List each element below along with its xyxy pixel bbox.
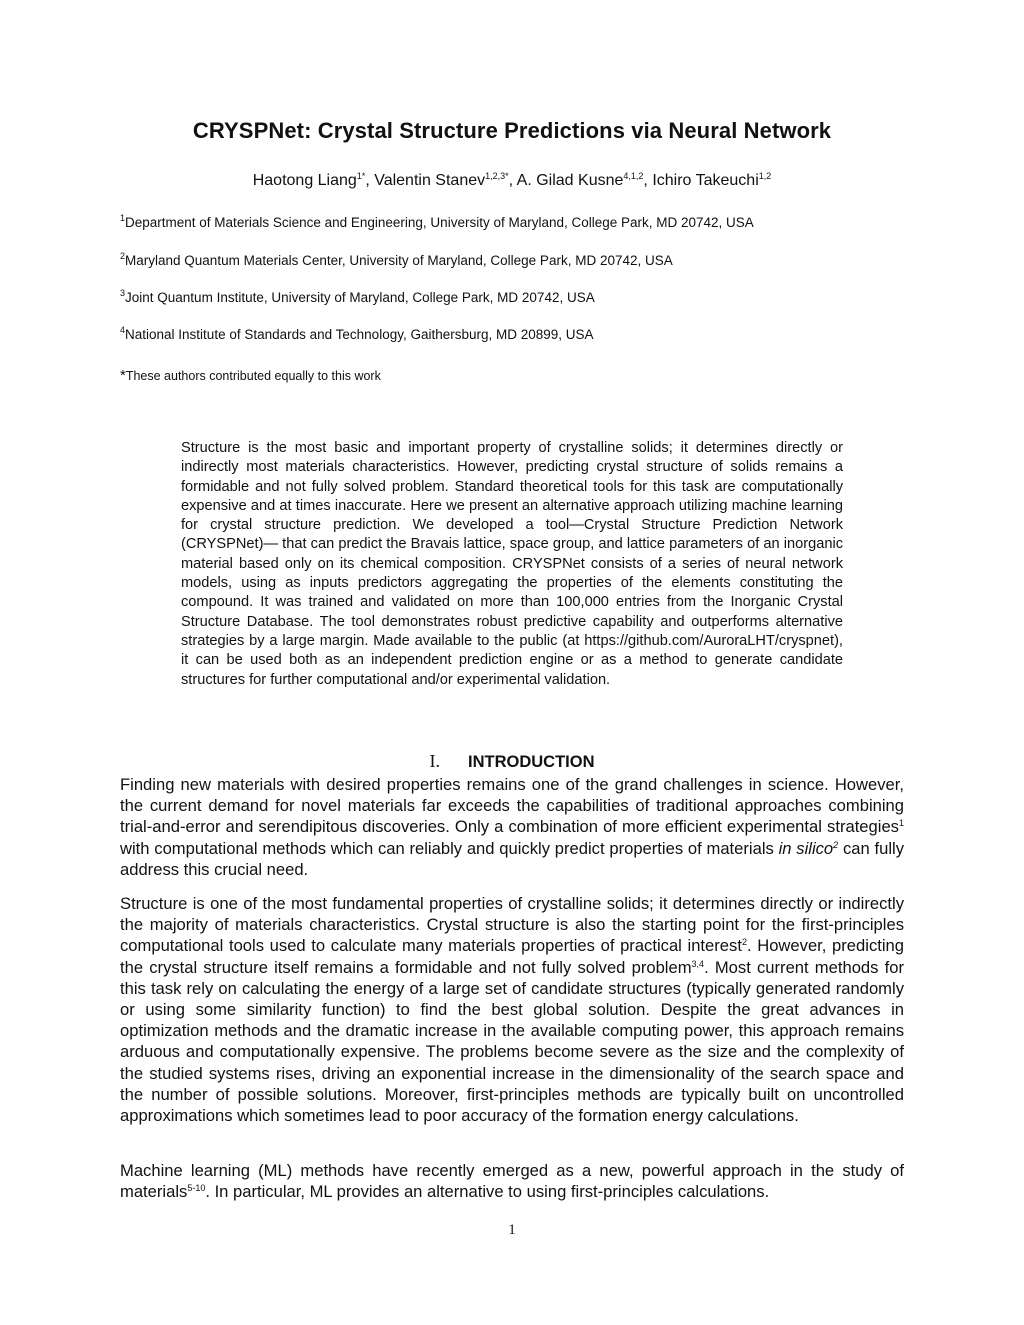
author-affiliation-marker: 1,2 [758, 171, 772, 181]
text-run: Structure is one of the most fundamental properties of crystalline solids; it determines directly or indirectly the majority of materials characteristics. Crystal structure is also the starting point for the first-principles computational tools used to calculate many materials properties of practical interest [120, 894, 904, 956]
section-number: I. [429, 751, 440, 771]
author-name: Valentin Stanev [374, 172, 486, 189]
affiliation [120, 327, 594, 342]
page-number: 1 [508, 1222, 516, 1238]
affiliation-marker: 3 [120, 288, 126, 298]
abstract: Structure is the most basic and important property of crystalline solids; it determines directly or indirectly most materials characteristics. However, predicting crystal structure of solids remains a formidable and not fully solved problem. Standard theoretical tools for this task are computationally expensive and at times inaccurate. Here we present an alternative approach utilizing machine learning for crystal structure prediction. We developed a tool—Crystal Structure Prediction Network (CRYSPNet)— that can predict the Bravais lattice, space group, and lattice parameters of an inorganic material based only on its chemical composition. CRYSPNet consists of a series of neural network models, using as inputs predictors aggregating the properties of the elements constituting the compound. It was trained and validated on more than 100,000 entries from the Inorganic Crystal Structure Database. The tool demonstrates robust predictive capability and outperforms alternative strategies by a large margin. Made available to the public (at https://github.com/AuroraLHT/cryspnet), it can be used both as an independent prediction engine or as a method to generate candidate structures for further computational and/or experimental validation. [181, 440, 843, 688]
text-run: . In particular, ML provides an alternative to using first-principles calculations. [205, 1182, 770, 1202]
text-run: Finding new materials with desired properties remains one of the grand challenges in science. However, the current demand for novel materials far exceeds the capabilities of traditional approaches combining trial-and-error and serendipitous discoveries. Only a combination of more efficient experimental strategies [120, 775, 904, 837]
author-name: A. Gilad Kusne [516, 172, 624, 189]
affiliation-marker: 1 [120, 213, 126, 223]
note-text: These authors contributed equally to this work [125, 369, 381, 383]
citation-marker: 5-10 [187, 1183, 206, 1194]
affiliation-text: National Institute of Standards and Technology, Gaithersburg, MD 20899, USA [125, 327, 594, 342]
author-name: Ichiro Takeuchi [652, 172, 759, 189]
intro-paragraph-1 [120, 774, 904, 880]
affiliation [120, 215, 754, 230]
affiliation-marker: 2 [120, 251, 126, 261]
text-run: Machine learning (ML) methods have recently emerged as a new, powerful approach in the study of materials [120, 1161, 904, 1202]
asterisk-marker: * [120, 367, 126, 384]
author-list: Haotong Liang$^{1*}$, Valentin Stanev$^{1,2,3*}$, A. Gilad Kusne$^{4,1,2}$, Ichiro Takeuchi$^{1,2}$ [252, 171, 772, 189]
affiliation-marker: 4 [120, 325, 126, 335]
citation-marker: 1 [898, 818, 904, 829]
section-heading [0, 751, 1024, 772]
text-run: . Most current methods for this task rely on calculating the energy of a large set of candidate structures (typically generated randomly or using some similarity function) to find the best global solution. Despite the great advances in optimization methods and the dramatic increase in the available computing power, this approach remains arduous and computationally expensive. The problems become severe as the size and the complexity of the studied systems rises, driving an exponential increase in the dimensionality of the search space and the number of possible solutions. Moreover, first-principles methods are typically built on uncontrolled approximations which sometimes lead to poor accuracy of the formation energy calculations. [120, 957, 904, 1126]
author-affiliation-marker: 1* [356, 171, 366, 181]
italic-term: in silico [778, 838, 834, 858]
intro-paragraph-3 [120, 1160, 904, 1202]
section-title: INTRODUCTION [468, 753, 595, 771]
affiliation [120, 253, 673, 268]
affiliation-text: Maryland Quantum Materials Center, University of Maryland, College Park, MD 20742, USA [125, 253, 673, 268]
paper-title: CRYSPNet: Crystal Structure Predictions via Neural Network [192, 118, 832, 143]
affiliation [120, 290, 595, 305]
affiliation-text: Department of Materials Science and Engineering, University of Maryland, College Park, MD 20742, USA [125, 215, 754, 230]
intro-paragraph-2 [120, 893, 904, 1126]
author-name: Haotong Liang [252, 172, 357, 189]
author-affiliation-marker: 1,2,3* [485, 171, 509, 181]
text-run: can fully address this crucial need. [120, 838, 904, 879]
author-affiliation-marker: 4,1,2 [623, 171, 644, 181]
affiliation-text: Joint Quantum Institute, University of Maryland, College Park, MD 20742, USA [125, 290, 595, 305]
citation-marker: 2 [741, 937, 747, 948]
text-run: with computational methods which can reliably and quickly predict properties of materials [120, 838, 779, 858]
citation-marker: 3,4 [691, 958, 705, 969]
text-run: . However, predicting the crystal structure itself remains a formidable and not fully solved problem [120, 936, 904, 977]
equal-contribution-note [120, 367, 381, 384]
citation-marker: 2 [833, 839, 839, 850]
